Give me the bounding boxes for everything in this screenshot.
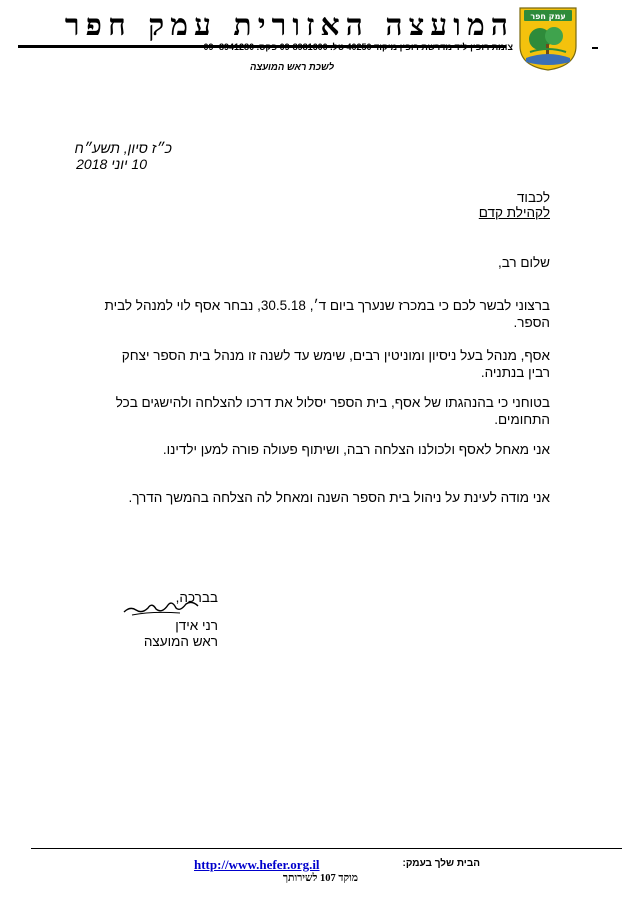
handwritten-signature <box>122 596 202 618</box>
paragraph-wishes: אני מאחל לאסף ולכולנו הצלחה רבה, ושיתוף פעולה פורה למען ילדינו. <box>162 442 550 457</box>
gregorian-date: 10 יוני 2018 <box>76 156 147 172</box>
paragraph-announcement: ברצוני לבשר לכם כי במכרז שנערך ביום ד׳, 30.5.18, נבחר אסף לוי למנהל לבית הספר. <box>104 298 550 330</box>
recipient-name <box>400 204 550 221</box>
signer-role: ראש המועצה <box>143 634 218 649</box>
logo-text: עמק חפר <box>530 12 566 21</box>
contact-details: צומת רופין ליד מדרשת רופין מיקוד 40250 טל. 09-8981600 פקס. 8941280 -09 <box>203 42 513 52</box>
header-divider-mark <box>592 47 598 49</box>
website-link[interactable]: http://www.hefer.org.il <box>194 857 320 872</box>
footer-slogan: הבית שלך בעמק: <box>402 858 480 869</box>
council-name-title: המועצה האזורית עמק חפר <box>64 8 514 43</box>
recipient-honorific: לכבוד <box>516 190 550 205</box>
paragraph-thanks: אני מודה לעינת על ניהול בית הספר השנה ומאחל לה הצלחה בהמשך הדרך. <box>128 490 550 505</box>
footer-divider <box>31 848 622 849</box>
closing-blessing: בברכה, <box>175 590 218 605</box>
council-logo <box>518 6 578 72</box>
footer-hotline: מוקד 107 לשירותך <box>282 873 358 884</box>
signer-name: רני אידן <box>175 618 218 633</box>
office-label: לשכת ראש המועצה <box>249 62 334 73</box>
greeting: שלום רב, <box>497 255 550 270</box>
paragraph-confidence: בטוחני כי בהנהגתו של אסף, בית הספר יסלול את דרכו להצלחה ולהישגים בכל התחומים. <box>115 395 550 427</box>
paragraph-background: אסף, מנהל בעל ניסיון ומוניטין רבים, שימש עד לשנה זו מנהל בית הספר יצחק רבין בנתניה. <box>121 348 550 380</box>
recipient-name-text: לקהילת קדם <box>478 205 550 220</box>
footer-row <box>150 857 480 873</box>
hebrew-date: כ״ז סיון, תשע״ח <box>74 140 172 156</box>
